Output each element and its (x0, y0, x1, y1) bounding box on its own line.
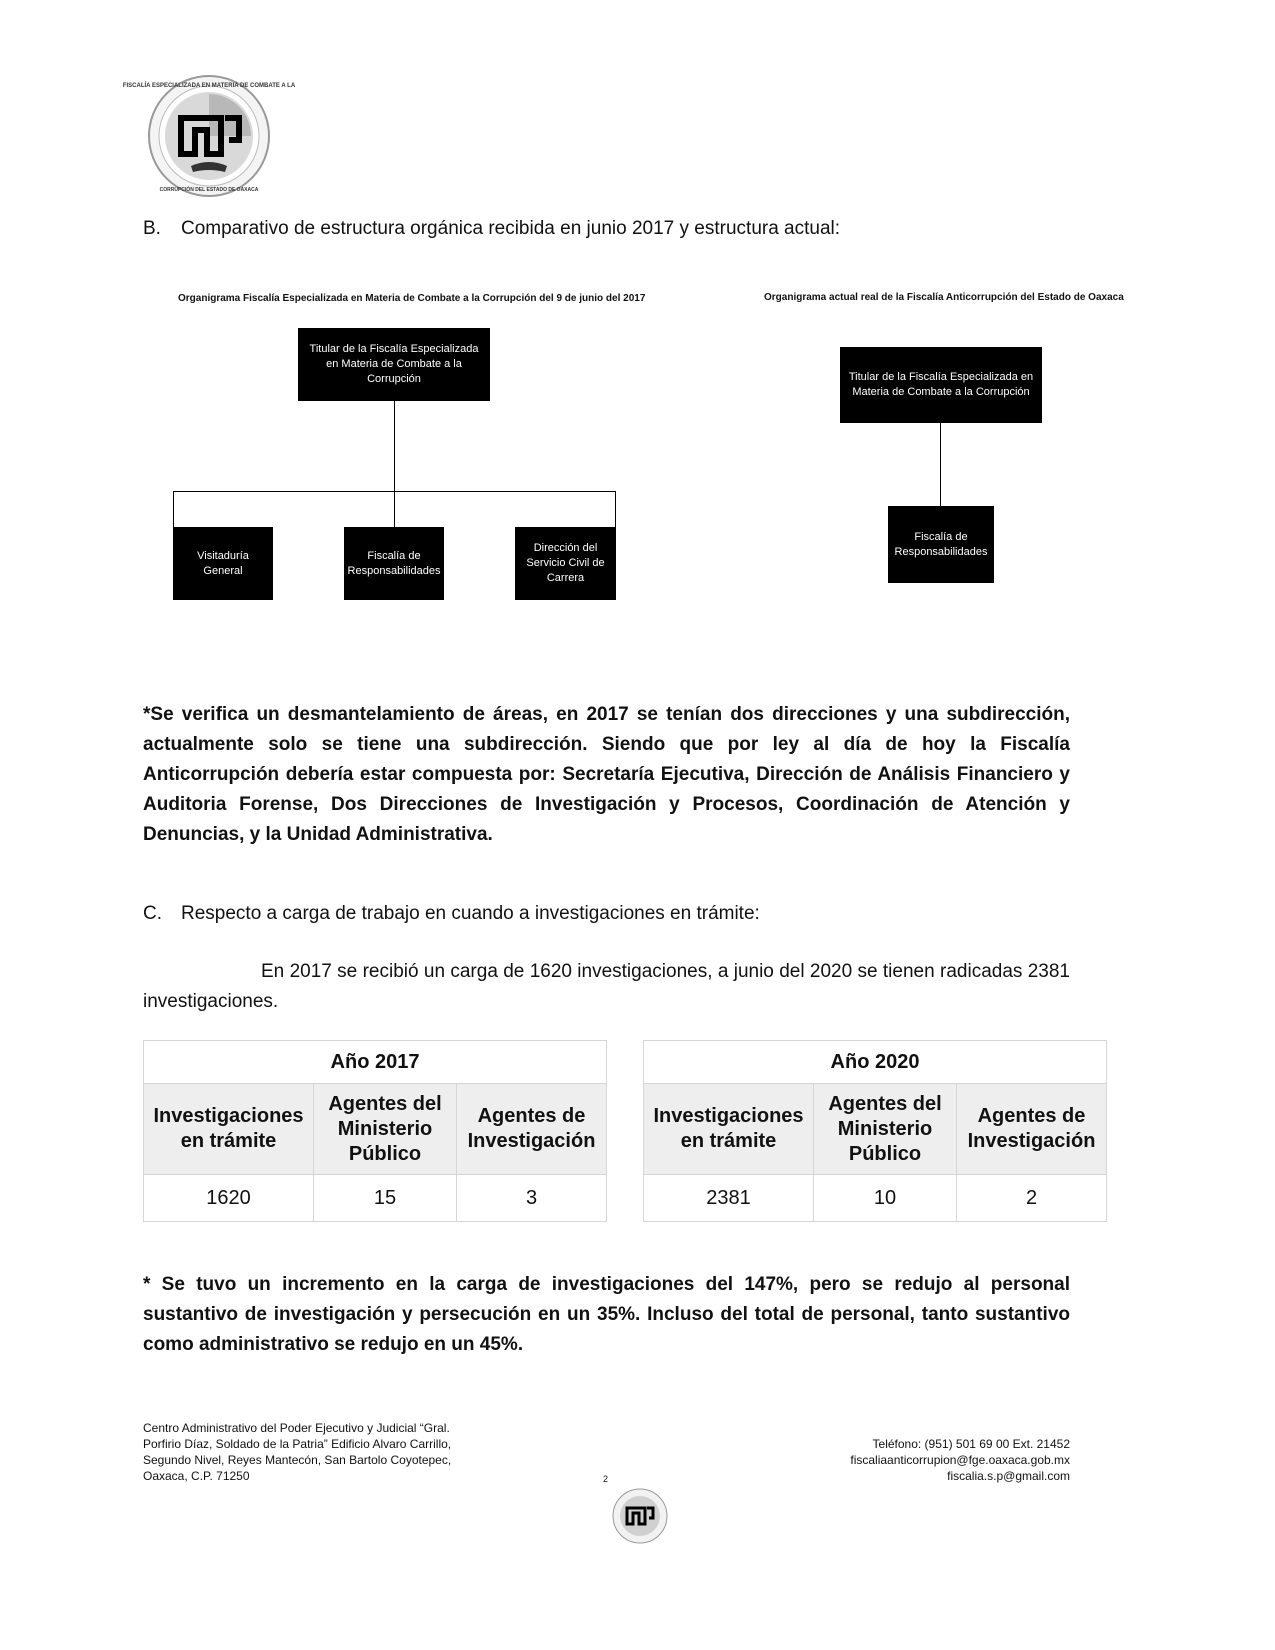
table-2017-header-investigaciones: Investigaciones en trámite (144, 1084, 314, 1175)
footer-address (143, 1420, 463, 1484)
section-c-heading (143, 903, 760, 925)
table-2020-value-agentes-investigacion: 2 (957, 1175, 1107, 1222)
org-2017-connector-horizontal (173, 491, 616, 492)
table-2017-year: Año 2017 (144, 1041, 607, 1084)
section-c-title: Respecto a carga de trabajo en cuando a investigaciones en trámite: (181, 903, 760, 924)
org-2017-child-servicio-civil: Dirección del Servicio Civil de Carrera (515, 527, 616, 600)
note-desmantelamiento: *Se verifica un desmantelamiento de áreas, en 2017 se tenían dos direcciones y una subdirección, actualmente solo se tiene una subdirección. Siendo que por ley al día de hoy la Fiscalía Anticorrupción debería estar compuesta por: Secretaría Ejecutiva, Dirección de Análisis Financiero y Auditoria Forense, Dos Direcciones de Investigación y Procesos, Coordinación de Atención y Denuncias, y la Unidad Administrativa. (143, 704, 1070, 845)
section-b-title: Comparativo de estructura orgánica recibida en junio 2017 y estructura actual: (181, 218, 841, 239)
footer-contact (770, 1436, 1070, 1484)
table-2017-value-agentes-investigacion: 3 (457, 1175, 607, 1222)
org-2017-child-responsabilidades: Fiscalía de Responsabilidades (344, 527, 444, 600)
org-2017-connector-left (173, 491, 174, 527)
org-2017-connector-right (615, 491, 616, 527)
table-2020-header-agentes-investigacion: Agentes de Investigación (957, 1084, 1107, 1175)
footer-address-line: Porfirio Díaz, Soldado de la Patria” Edificio Alvaro Carrillo, (143, 1437, 452, 1451)
footer-seal-logo (612, 1488, 668, 1544)
seal-text-bottom: CORRUPCIÓN DEL ESTADO DE OAXACA (159, 187, 259, 193)
table-2017-value-ministerio: 15 (314, 1175, 457, 1222)
section-b-heading (143, 218, 840, 240)
section-b-letter: B. (143, 218, 161, 239)
org-actual-head-box: Titular de la Fiscalía Especializada en Materia de Combate a la Corrupción (840, 347, 1042, 423)
seal-logo (122, 74, 296, 198)
table-2017-header-ministerio: Agentes del Ministerio Público (314, 1084, 457, 1175)
org-actual-connector (940, 423, 941, 506)
page-number: 2 (603, 1474, 609, 1484)
footer-email-secondary[interactable]: fiscalia.s.p@gmail.com (947, 1469, 1070, 1483)
org-2017-child-visitaduria: Visitaduría General (173, 527, 273, 600)
table-2020-header-investigaciones: Investigaciones en trámite (644, 1084, 814, 1175)
footer-address-line: Segundo Nivel, Reyes Mantecón, San Bartolo Coyotepec, (143, 1453, 452, 1467)
org-2017-title: Organigrama Fiscalía Especializada en Materia de Combate a la Corrupción del 9 de junio del 2017 (178, 293, 646, 304)
section-c-paragraph: En 2017 se recibió un carga de 1620 investigaciones, a junio del 2020 se tienen radicadas 2381 investigaciones. (143, 961, 1070, 1012)
org-actual-child-responsabilidades: Fiscalía de Responsabilidades (888, 506, 994, 583)
footer-address-line: Centro Administrativo del Poder Ejecutivo y Judicial “Gral. (143, 1421, 450, 1435)
section-c-letter: C. (143, 903, 162, 924)
table-2017-value-investigaciones: 1620 (144, 1175, 314, 1222)
table-2020-value-investigaciones: 2381 (644, 1175, 814, 1222)
footer-email[interactable]: fiscaliaanticorrupion@fge.oaxaca.gob.mx (850, 1453, 1070, 1467)
table-2020 (643, 1040, 1107, 1222)
table-2020-value-ministerio: 10 (814, 1175, 957, 1222)
table-2017-header-agentes-investigacion: Agentes de Investigación (457, 1084, 607, 1175)
table-2020-year: Año 2020 (644, 1041, 1107, 1084)
org-actual-title: Organigrama actual real de la Fiscalía Anticorrupción del Estado de Oaxaca (764, 292, 1124, 303)
note-incremento: * Se tuvo un incremento en la carga de investigaciones del 147%, pero se redujo al personal sustantivo de investigación y persecución en un 35%. Incluso del total de personal, tanto sustantivo como administrativo se redujo en un 45%. (143, 1274, 1070, 1355)
footer-phone: Teléfono: (951) 501 69 00 Ext. 21452 (872, 1437, 1070, 1451)
table-2020-header-ministerio: Agentes del Ministerio Público (814, 1084, 957, 1175)
table-2017 (143, 1040, 607, 1222)
org-2017-head-box: Titular de la Fiscalía Especializada en Materia de Combate a la Corrupción (298, 328, 490, 401)
seal-text-top: FISCALÍA ESPECIALIZADA EN MATERIA DE COMBATE A LA (122, 83, 296, 89)
footer-address-line: Oaxaca, C.P. 71250 (143, 1469, 250, 1483)
org-2017-connector-vertical (394, 401, 395, 527)
